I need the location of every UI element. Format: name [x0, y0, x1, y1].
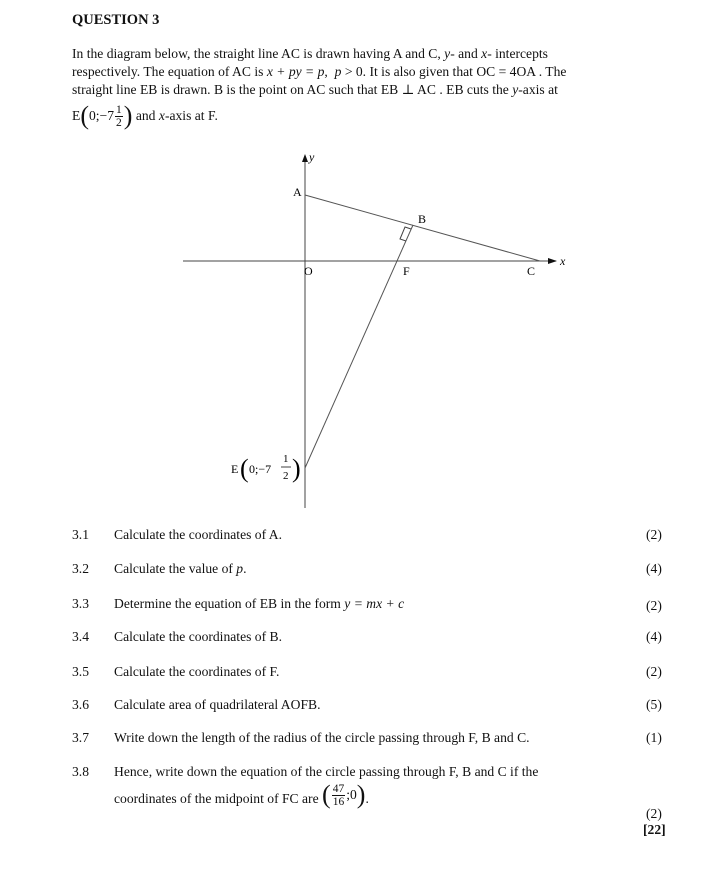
question-marks: (4)	[646, 561, 662, 576]
intro-line-4: E ( 0;−7 $\frac{1}{2}$ ) and x-axis at F.	[72, 101, 218, 130]
question-text: Hence, write down the equation of the circle passing through F, B and C if the	[114, 764, 539, 779]
question-text: Calculate the coordinates of B.	[114, 629, 282, 644]
point-c-label: C	[527, 264, 536, 278]
question-text: Calculate the coordinates of F.	[114, 664, 280, 679]
point-e-frac-den: 2	[283, 470, 289, 482]
question-marks: (2)	[646, 527, 662, 542]
point-b-label: B	[418, 212, 427, 226]
question-number: 3.6	[72, 697, 89, 712]
question-number: 3.4	[72, 629, 89, 644]
intro-line-2: respectively. The equation of AC is x + py = p, p > 0. It is also given that OC = 4OA . The	[72, 64, 567, 79]
point-f-label: F	[403, 264, 410, 278]
question-marks: (4)	[646, 629, 662, 644]
question-number: 3.5	[72, 664, 89, 679]
y-axis-arrow-icon	[302, 154, 308, 162]
question-title: QUESTION 3	[72, 12, 160, 28]
question-number: 3.1	[72, 527, 89, 542]
coordinate-diagram	[0, 140, 720, 512]
question-number: 3.3	[72, 596, 89, 611]
question-marks: (1)	[646, 730, 662, 745]
total-marks: [22]	[643, 822, 666, 837]
question-text: Calculate area of quadrilateral AOFB.	[114, 697, 321, 712]
x-axis-label: x	[560, 254, 566, 268]
question-text-continued: coordinates of the midpoint of FC are ( $\frac{47}{16}$ ;0 ) .	[114, 780, 369, 809]
point-e-expression: E ( 0;−7 $\frac{1}{2}$ )	[72, 101, 133, 130]
question-marks: (5)	[646, 697, 662, 712]
question-intro	[72, 45, 632, 129]
point-e-close-paren: )	[292, 454, 301, 483]
question-text: Calculate the coordinates of A.	[114, 527, 282, 542]
point-e-letter: E	[231, 462, 239, 476]
point-e-frac-num: 1	[283, 453, 289, 465]
x-axis-arrow-icon	[548, 258, 557, 264]
point-e-open-paren: (	[240, 454, 249, 483]
question-text: Calculate the value of p.	[114, 561, 247, 576]
question-marks: (2)	[646, 806, 662, 821]
point-o-label: O	[304, 264, 313, 278]
midpoint-expression: ( $\frac{47}{16}$ ;0 )	[322, 780, 366, 809]
point-e-coord: 0;−7	[249, 462, 272, 476]
question-marks: (2)	[646, 664, 662, 679]
question-number: 3.2	[72, 561, 89, 576]
question-number: 3.7	[72, 730, 89, 745]
question-text: Write down the length of the radius of the circle passing through F, B and C.	[114, 730, 530, 745]
point-a-label: A	[293, 185, 302, 199]
point-e-label	[231, 453, 301, 483]
intro-line-3: straight line EB is drawn. B is the point on AC such that EB ⊥ AC . EB cuts the y-axis at	[72, 82, 558, 97]
y-axis-label: y	[309, 150, 315, 164]
question-text: Determine the equation of EB in the form y = mx + c	[114, 596, 405, 611]
question-number: 3.8	[72, 764, 89, 779]
line-ac	[305, 195, 540, 261]
question-marks: (2)	[646, 598, 662, 613]
intro-line-1: In the diagram below, the straight line AC is drawn having A and C, y- and x- intercepts	[72, 46, 548, 61]
